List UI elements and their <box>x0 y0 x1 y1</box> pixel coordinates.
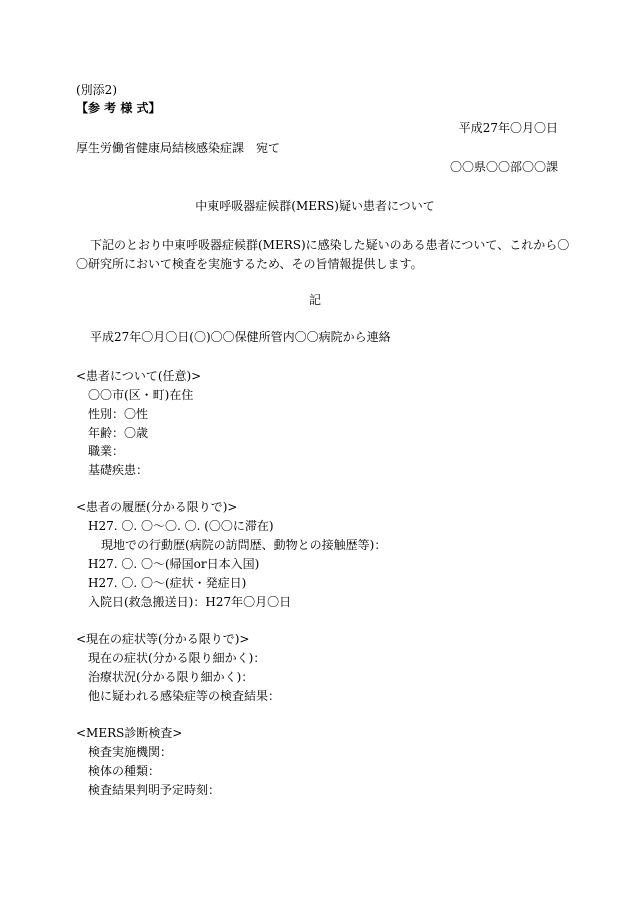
mers-test-institution: 検査実施機関： <box>88 745 173 759</box>
history-onset: H27. 〇. 〇～(症状・発症日) <box>88 576 247 590</box>
intro-line-2: 〇研究所において検査を実施するため、その旨情報提供します。 <box>76 257 423 271</box>
patient-heading: <患者について(任意)> <box>76 369 202 383</box>
patient-sex: 性別：〇性 <box>88 407 149 421</box>
ki-heading: 記 <box>308 293 321 307</box>
symptoms-other-tests: 他に疑われる感染症等の検査結果： <box>88 689 281 703</box>
patient-residence: 〇〇市(区・町)在住 <box>88 388 194 402</box>
attachment-label: (別添2) <box>76 83 117 97</box>
history-return: H27. 〇. 〇～(帰国or日本入国) <box>88 557 260 571</box>
document-title: 中東呼吸器症候群(MERS)疑い患者について <box>195 199 435 213</box>
history-activity: 現地での行動歴(病院の訪問歴、動物との接触歴等)： <box>101 538 387 552</box>
patient-age: 年齢：〇歳 <box>88 426 149 440</box>
history-stay: H27. 〇. 〇～〇. 〇. (〇〇に滞在) <box>88 519 274 533</box>
form-label: 【参 考 様 式】 <box>76 101 161 115</box>
history-admission: 入院日(救急搬送日)：H27年〇月〇日 <box>88 595 292 609</box>
document-date: 平成27年〇月〇日 <box>458 121 558 135</box>
symptoms-treatment: 治療状況(分かる限り細かく)： <box>88 670 254 684</box>
mers-test-heading: <MERS診断検査> <box>76 726 183 740</box>
symptoms-current: 現在の症状(分かる限り細かく)： <box>88 651 266 665</box>
recipient: 厚生労働省健康局結核感染症課 宛て <box>76 141 281 155</box>
intro-line-1: 下記のとおり中東呼吸器症候群(MERS)に感染した疑いのある患者について、これから〇 <box>90 238 570 252</box>
mers-test-specimen: 検体の種類： <box>88 764 161 778</box>
symptoms-heading: <現在の症状等(分かる限りで)> <box>76 632 250 646</box>
history-heading: <患者の履歴(分かる限りで)> <box>76 500 238 514</box>
sender: 〇〇県〇〇部〇〇課 <box>449 160 558 174</box>
contact-line: 平成27年〇月〇日(〇)〇〇保健所管内〇〇病院から連絡 <box>90 330 391 344</box>
patient-occupation: 職業： <box>88 444 125 458</box>
mers-test-result-time: 検査結果判明予定時刻： <box>88 783 221 797</box>
patient-underlying-disease: 基礎疾患： <box>88 463 149 477</box>
